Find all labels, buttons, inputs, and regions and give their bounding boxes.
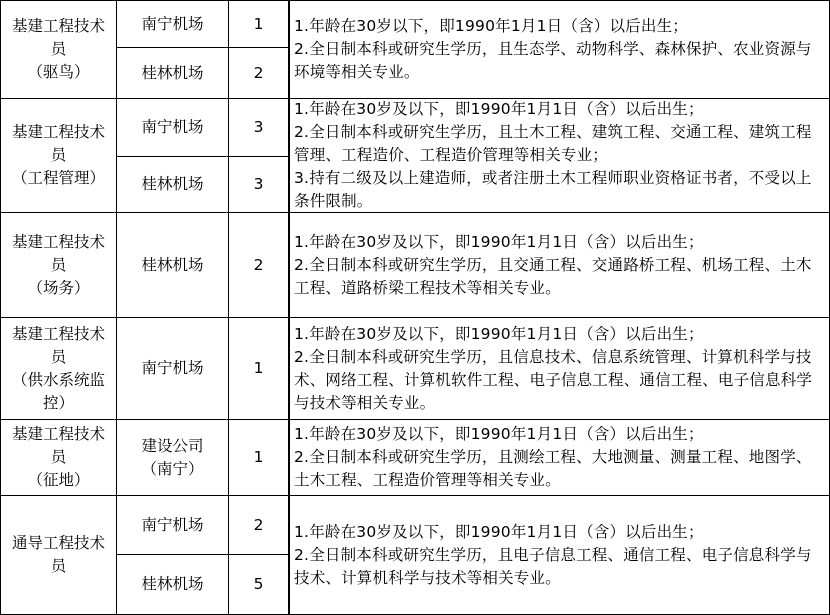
headcount-cell <box>229 0 289 48</box>
requirement-line: 1.年龄在30岁以下，即1990年1月1日（含）以后出生； <box>294 17 688 35</box>
position-title-line: （供水系统监 <box>11 370 105 389</box>
requirement-line: 1.年龄在30岁及以下，即1990年1月1日（含）以后出生； <box>294 100 704 118</box>
requirements-cell <box>289 420 830 496</box>
position-title-line: 控） <box>42 393 74 412</box>
headcount-cell <box>229 213 289 318</box>
headcount-value: 2 <box>253 63 264 82</box>
site-cell <box>117 420 229 496</box>
requirement-line: 1.年龄在30岁及以下，即1990年1月1日（含）以后出生； <box>294 232 704 251</box>
requirement-line: 2.全日制本科或研究生学历，且生态学、动物科学、森林保护、农业资源与环境等相关专业。 <box>294 40 812 81</box>
position-cell <box>0 420 117 496</box>
position-title-line: 基建工程技术 <box>11 17 105 35</box>
position-title-line: 基建工程技术 <box>11 425 105 443</box>
requirement-line: 2.全日制本科或研究生学历，且交通工程、交通路桥工程、机场工程、土木工程、道路桥梁工程技术等相关专业。 <box>294 255 812 297</box>
position-title-line: （征地） <box>27 471 90 489</box>
position-title <box>12 323 105 415</box>
requirements-text <box>294 423 823 492</box>
requirement-line: 2.全日制本科或研究生学历，且土木工程、建筑工程、交通工程、建筑工程管理、工程造价、工程造价管理等相关专业； <box>294 123 812 164</box>
position-title <box>12 532 105 578</box>
position-title-line: 员 <box>50 255 67 274</box>
requirements-cell <box>289 99 830 213</box>
requirement-line: 2.全日制本科或研究生学历，且电子信息工程、通信工程、电子信息科学与技术、计算机科学与技术等相关专业。 <box>294 545 812 587</box>
site-cell <box>117 555 229 615</box>
requirements-text <box>294 231 823 300</box>
position-cell <box>0 99 117 213</box>
position-title <box>12 231 105 300</box>
requirements-cell <box>289 318 830 420</box>
position-cell <box>0 318 117 420</box>
position-title-line: 员 <box>50 557 67 575</box>
requirements-text <box>294 15 823 84</box>
headcount-cell <box>229 496 289 555</box>
headcount-value: 1 <box>253 359 264 377</box>
position-cell <box>0 0 117 99</box>
site-cell <box>117 318 229 420</box>
site-name: 桂林机场 <box>141 255 204 274</box>
position-title-line: （场务） <box>27 278 90 297</box>
requirement-line: 2.全日制本科或研究生学历，且测绘工程、大地测量、测量工程、地图学、土木工程、工程造价管理等相关专业。 <box>294 448 812 489</box>
position-title <box>12 121 105 190</box>
requirements-text <box>294 323 823 415</box>
site-cell <box>117 213 229 318</box>
site-cell <box>117 99 229 157</box>
position-title-line: （工程管理） <box>11 169 105 187</box>
position-title-line: 员 <box>50 448 67 466</box>
headcount-cell <box>229 48 289 99</box>
headcount-value: 2 <box>253 255 264 274</box>
site-cell <box>117 157 229 213</box>
headcount-value: 1 <box>253 14 264 33</box>
requirements-cell <box>289 213 830 318</box>
headcount-cell <box>229 555 289 615</box>
requirement-line: 1.年龄在30岁及以下，即1990年1月1日（含）以后出生； <box>294 425 704 443</box>
headcount-cell <box>229 99 289 157</box>
position-title-line: 员 <box>50 146 67 164</box>
requirement-line: 1.年龄在30岁及以下，即1990年1月1日（含）以后出生； <box>294 324 704 343</box>
position-title-line: 通导工程技术 <box>11 534 105 552</box>
site-name: 桂林机场 <box>141 175 204 193</box>
requirements-text <box>294 521 823 590</box>
headcount-cell <box>229 157 289 213</box>
site-name: 南宁机场 <box>141 118 204 136</box>
site-name: 建设公司（南宁） <box>141 436 204 478</box>
position-title-line: 基建工程技术 <box>11 324 105 343</box>
requirements-cell <box>289 496 830 615</box>
site-cell <box>117 496 229 555</box>
position-title-line: 员 <box>50 40 67 58</box>
requirement-line: 2.全日制本科或研究生学历，且信息技术、信息系统管理、计算机科学与技术、网络工程、计算机软件工程、电子信息工程、通信工程、电子信息科学与技术等相关专业。 <box>294 347 813 412</box>
headcount-value: 3 <box>253 175 264 193</box>
position-title-line: 基建工程技术 <box>11 232 105 251</box>
headcount-value: 5 <box>253 575 264 593</box>
position-title-line: （驱鸟） <box>27 63 90 81</box>
headcount-value: 3 <box>253 118 264 136</box>
requirement-line: 1.年龄在30岁及以下，即1990年1月1日（含）以后出生； <box>294 522 704 541</box>
position-title <box>12 15 105 84</box>
site-name: 桂林机场 <box>141 63 204 82</box>
position-title-line: 基建工程技术 <box>11 123 105 141</box>
requirements-text <box>294 98 823 213</box>
site-cell <box>117 0 229 48</box>
site-name: 桂林机场 <box>141 575 204 593</box>
position-cell <box>0 496 117 615</box>
headcount-value: 1 <box>253 448 264 466</box>
site-name: 南宁机场 <box>141 359 204 377</box>
position-cell <box>0 213 117 318</box>
position-title-line: 员 <box>50 347 67 366</box>
site-name: 南宁机场 <box>141 515 204 534</box>
site-name: 南宁机场 <box>141 14 204 33</box>
requirement-line: 3.持有二级及以上建造师，或者注册土木工程师职业资格证书者，不受以上条件限制。 <box>294 169 812 210</box>
headcount-cell <box>229 420 289 496</box>
requirements-cell <box>289 0 830 99</box>
site-cell <box>117 48 229 99</box>
headcount-value: 2 <box>253 515 264 534</box>
headcount-cell <box>229 318 289 420</box>
position-title <box>12 423 105 492</box>
